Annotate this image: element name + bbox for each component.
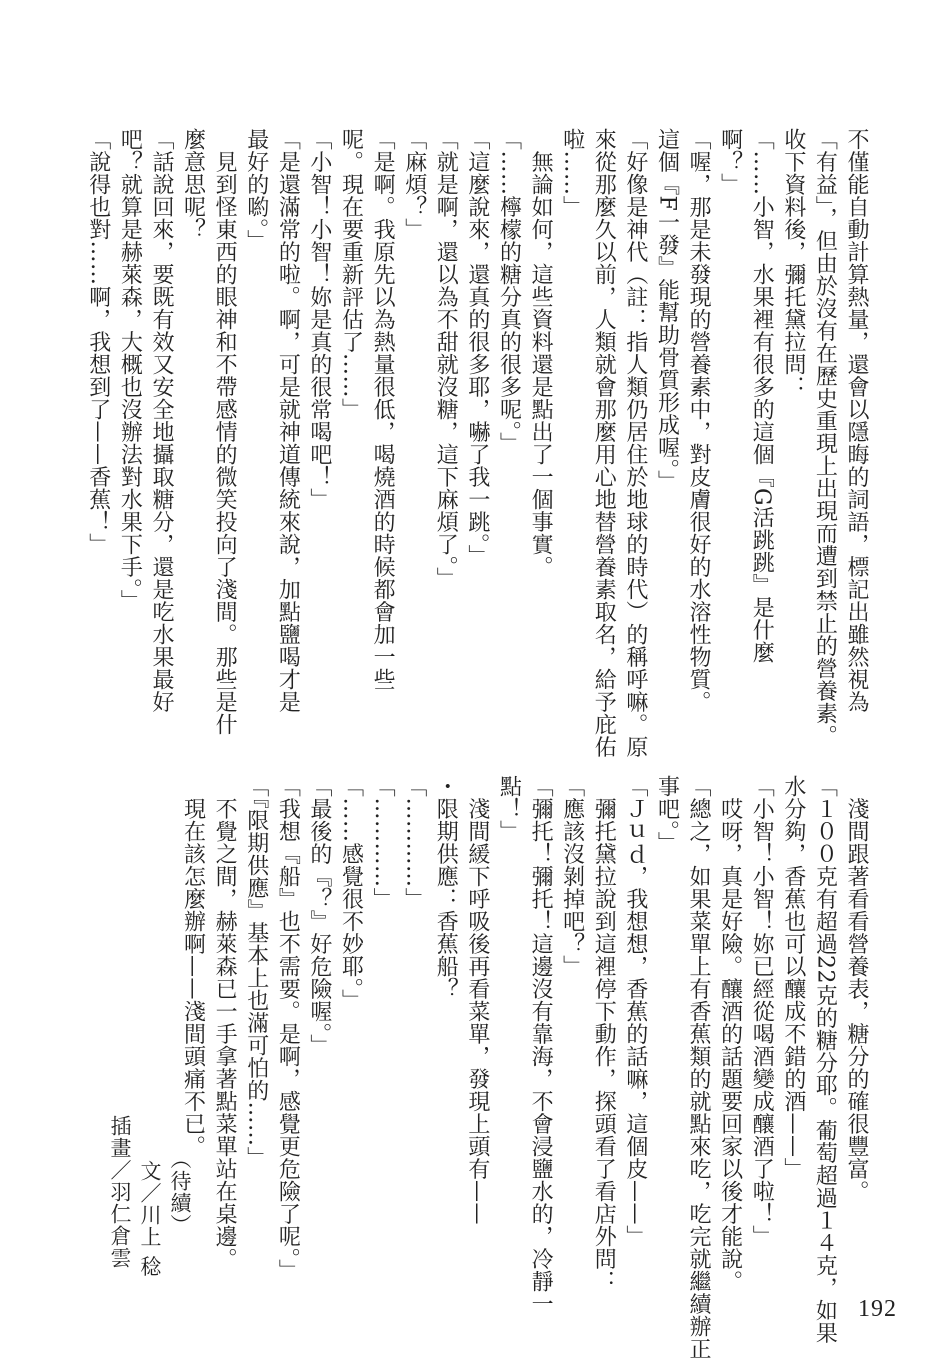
text-line: 不僅能自動計算熱量，還會以隱晦的詞語，標記出雖然視為 (844, 128, 869, 713)
text-line: 麼意思呢？ (180, 128, 206, 241)
text-line: 淺間跟著看看營養表，糖分的確很豐富。 (844, 775, 869, 1203)
text-line: 「…………」 (401, 775, 427, 910)
text-line: 哎呀，真是好險。釀酒的話題要回家以後才能說。 (717, 775, 743, 1293)
text-line: 「是還滿常的啦。啊，可是就神道傳統來說，加點鹽喝才是 (275, 128, 301, 713)
text-line: 吧？就算是赫萊森，大概也沒辦法對水果下手。」 (117, 128, 143, 612)
author-credit: 文／川上 稔 (138, 1160, 162, 1278)
text-line: 「總之，如果菜單上有香蕉類的就點來吃，吃完就繼續辦正 (686, 775, 712, 1360)
text-line: 「有益」，但由於沒有在歷史重現上出現而遭到禁止的營養素。 (812, 128, 838, 747)
page-number: 192 (858, 1296, 897, 1322)
text-line: 「『限期供應』基本上也滿可怕的……」 (243, 775, 269, 1169)
text-line: 淺間緩下呼吸後再看菜單，發現上頭有—— (464, 775, 490, 1225)
text-line: 「這麼說來，還真的很多耶，嚇了我一跳。」 (464, 128, 490, 567)
lower-text-column (177, 775, 872, 1360)
text-line: 「小智！小智！妳已經從喝酒變成釀酒了啦！」 (749, 775, 775, 1248)
text-line: 啊？」 (717, 128, 743, 196)
text-line: ・限期供應：香蕉船？ (433, 775, 459, 1000)
text-line: 「…………」 (370, 775, 396, 910)
text-line: 「……小智，水果裡有很多的這個『G活跳跳』是什麼 (749, 128, 775, 664)
text-line: 「小智！小智！妳是真的很常喝吧！」 (306, 128, 332, 511)
text-line: 事吧。」 (654, 775, 680, 854)
text-line: 水分夠，香蕉也可以釀成不錯的酒——」 (780, 775, 806, 1180)
text-line: 「好像是神代（註：指人類仍居住於地球的時代）的稱呼嘛。原 (622, 128, 648, 758)
text-line: 「……檸檬的糖分真的很多呢。」 (496, 128, 522, 455)
text-line: 「最後的『？』好危險喔。」 (306, 775, 332, 1057)
text-line: 見到怪東西的眼神和不帶感情的微笑投向了淺間。那些是什 (212, 128, 238, 736)
illustrator-credit: 插畫／羽仁倉雲 (108, 1115, 132, 1269)
text-line: 「１００克有超過22克的糖分耶。葡萄超過１４克，如果 (812, 775, 838, 1344)
text-line: 「Ｊｕｄ，我想想，香蕉的話嘛，這個皮——」 (622, 775, 648, 1248)
text-line: 不覺之間，赫萊森已一手拿著點菜單站在桌邊。 (212, 775, 238, 1270)
text-line: 「就是啊，還以為不甜就沒糖，這下麻煩了。」 (433, 128, 459, 590)
text-line: 「麻煩？」 (401, 128, 427, 241)
text-line: 啦……」 (559, 128, 585, 218)
text-line: 無論如何，這些資料還是點出了一個事實。 (528, 128, 554, 578)
text-line: 「……感覺很不妙耶。」 (338, 775, 364, 1012)
text-line: 現在該怎麼辦啊——淺間頭痛不已。 (180, 775, 206, 1158)
text-line: 這個『F一發』能幫助骨質形成喔。」 (654, 128, 680, 493)
text-line: 「話說回來，要既有效又安全地攝取糖分，還是吃水果最好 (148, 128, 174, 713)
text-line: 彌托黛拉說到這裡停下動作，探頭看了看店外問： (591, 775, 617, 1293)
text-line: 點！」 (496, 775, 522, 843)
text-line: 「是啊。我原先以為熱量很低，喝燒酒的時候都會加一些 (370, 128, 396, 691)
text-line: 「彌托！彌托！這邊沒有靠海，不會浸鹽水的，冷靜一 (528, 775, 554, 1315)
text-line: 來從那麼久以前，人類就會那麼用心地替營養素取名，給予庇佑 (591, 128, 617, 758)
text-line: 「喔，那是未發現的營養素中，對皮膚很好的水溶性物質。 (686, 128, 712, 713)
upper-text-column (82, 128, 872, 758)
to-be-continued-note: （待續） (168, 1148, 192, 1236)
text-line: 「說得也對……啊，我想到了——香蕉！」 (85, 128, 111, 556)
text-line: 呢。現在要重新評估了……」 (338, 128, 364, 421)
text-line: 收下資料後，彌托黛拉問： (780, 128, 806, 398)
text-line: 「我想『船』也不需要。是啊，感覺更危險了呢。」 (275, 775, 301, 1282)
text-line: 「應該沒剝掉吧？」 (559, 775, 585, 978)
text-line: 最好的喲。」 (243, 128, 269, 252)
